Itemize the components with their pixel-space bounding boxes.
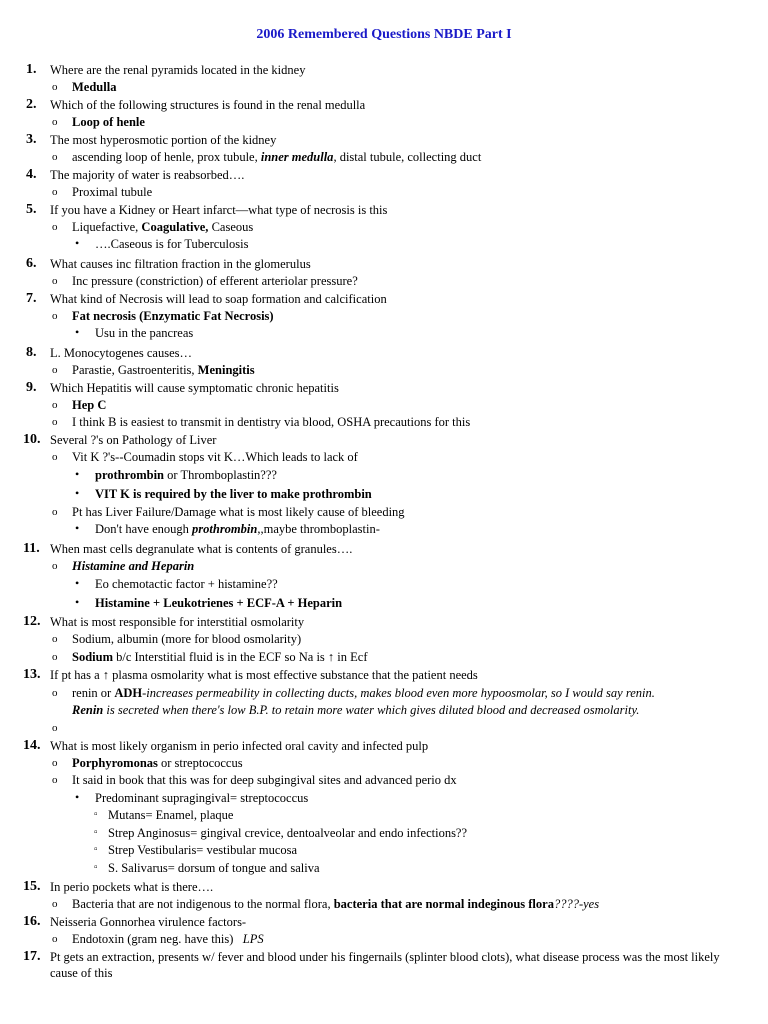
question-17: 17. Pt gets an extraction, presents w/ fever and blood under his fingernails (splinter blood clots), what disease process was the most likely cause of this — [23, 949, 720, 980]
answer: o Bacteria that are not indigenous to the normal flora, bacteria that are normal indeginous flora????-yes — [52, 897, 600, 911]
question-13: 13. If pt has a ↑ plasma osmolarity what is most effective substance that the patient needs — [23, 667, 478, 682]
question-1: 1. Where are the renal pyramids located in the kidney — [26, 62, 306, 77]
question-4: 4. The majority of water is reabsorbed…. — [26, 167, 245, 182]
document-title: 2006 Remembered Questions NBDE Part I — [256, 27, 512, 42]
answer-note: • ….Caseous is for Tuberculosis — [75, 236, 249, 251]
answer: o It said in book that this was for deep subgingival sites and advanced perio dx — [52, 773, 457, 787]
answer: o Porphyromonas or streptococcus — [52, 756, 243, 770]
answer-note: • Eo chemotactic factor + histamine?? — [75, 576, 278, 591]
question-3: 3. The most hyperosmotic portion of the kidney — [26, 132, 277, 147]
answer-subnote: ▫ Strep Anginosus= gingival crevice, dentoalveolar and endo infections?? — [94, 826, 468, 840]
answer-subnote: ▫ S. Salivarus= dorsum of tongue and saliva — [94, 861, 320, 875]
answer: o Hep C — [52, 398, 107, 412]
question-14: 14. What is most likely organism in perio infected oral cavity and infected pulp — [23, 738, 429, 753]
answer-subnote: ▫ Mutans= Enamel, plaque — [94, 808, 234, 822]
answer: o Sodium, albumin (more for blood osmolarity) — [52, 632, 302, 646]
answer: o Liquefactive, Coagulative, Caseous — [52, 220, 254, 234]
answer: o Inc pressure (constriction) of efferent arteriolar pressure? — [52, 274, 358, 288]
answer: o Sodium b/c Interstitial fluid is in the ECF so Na is ↑ in Ecf — [52, 650, 368, 664]
answer: o Proximal tubule — [52, 185, 153, 199]
question-12: 12. What is most responsible for interstitial osmolarity — [23, 614, 305, 629]
question-6: 6. What causes inc filtration fraction in the glomerulus — [26, 256, 311, 271]
answer: o Loop of henle — [52, 115, 145, 129]
answer-note: • VIT K is required by the liver to make prothrombin — [75, 486, 372, 501]
answer-note: • Usu in the pancreas — [75, 325, 194, 340]
question-10: 10. Several ?'s on Pathology of Liver — [23, 432, 217, 447]
answer-note: • Don't have enough prothrombin,,maybe thromboplastin- — [75, 521, 380, 536]
question-16: 16. Neisseria Gonnorhea virulence factors- — [23, 914, 247, 929]
answer-note: • Histamine + Leukotrienes + ECF-A + Heparin — [75, 595, 343, 610]
answer-note: • Predominant supragingival= streptococcus — [75, 790, 309, 805]
document-page: 2006 Remembered Questions NBDE Part I 1. Where are the renal pyramids located in the kidney o Medulla 2. Which of the following structures is found in the renal medulla o Loop of henle 3. The most hyperosmotic portion of the kidney o ascending loop of henle, prox tubule, inner medulla, distal tubule, collecting duct 4. The majority of water is reabsorbed…. o Proximal tubule 5. If you have a Kidney or Heart infarct—what type of necrosis is this o Liquefactive, Coagulative, Caseous • ….Caseous is for Tuberculosis 6. What causes inc filtration fraction in the glomerulus o Inc pressure (constriction) of efferent arteriolar pressure? 7. What kind of Necrosis will lead to soap formation and calcification o Fat necrosis (Enzymatic Fat Necrosis) • Usu in the pancreas 8. L. Monocytogenes causes… o Parastie, Gastroenteritis, Meningitis 9. Which Hepatitis will cause symptomatic chronic hepatitis o Hep C o I think B is easiest to transmit in dentistry via blood, OSHA precautions for this 10. Several ?'s on Pathology of Liver o Vit K ?'s--Coumadin stops vit K…Which leads to lack of • prothrombin or Thromboplastin??? • VIT K is required by the liver to make prothrombin o Pt has Liver Failure/Damage what is most likely cause of bleeding • Don't have enough prothrombin,,maybe thromboplastin- 11. When mast cells degranulate what is contents of granules…. o Histamine and Heparin • Eo chemotactic factor + histamine?? • Histamine + Leukotrienes + ECF-A + Heparin 12. What is most responsible for interstitial osmolarity o Sodium, albumin (more for blood osmolarity) o Sodium b/c Interstitial fluid is in the ECF so Na is ↑ in Ecf 13. If pt has a ↑ plasma osmolarity what is most effective substance that the patient needs o renin or ADH-increases permeability in collecting ducts, makes blood even more hypoosmolar, so I would say renin. Renin is secreted when there's low B.P. to retain more water which gives diluted blood and decreased osmolarity. o 14. What is most likely organism in perio infected oral cavity and infected pulp o Porphyromonas or streptococcus o It said in book that this was for deep subgingival sites and advanced perio dx • Predominant supragingival= streptococcus ▫ Mutans= Enamel, plaque ▫ Strep Anginosus= gingival crevice, dentoalveolar and endo infections?? ▫ Strep Vestibularis= vestibular mucosa ▫ S. Salivarus= dorsum of tongue and saliva 15. In perio pockets what is there…. o Bacteria that are not indigenous to the normal flora, bacteria that are normal indeginous flora????-yes 16. Neisseria Gonnorhea virulence factors- o Endotoxin (gram neg. have this) LPS 17. Pt gets an extraction, presents w/ fever and blood under his fingernails (splinter blood clots), what disease process was the most likely cause of this — [0, 0, 768, 1024]
answer: o Fat necrosis (Enzymatic Fat Necrosis) — [52, 309, 274, 323]
question-5: 5. If you have a Kidney or Heart infarct—what type of necrosis is this — [26, 202, 388, 217]
question-9: 9. Which Hepatitis will cause symptomatic chronic hepatitis — [26, 380, 339, 395]
answer: o I think B is easiest to transmit in dentistry via blood, OSHA precautions for this — [52, 415, 471, 429]
answer: o ascending loop of henle, prox tubule, inner medulla, distal tubule, collecting duct — [52, 150, 482, 164]
answer: o Pt has Liver Failure/Damage what is most likely cause of bleeding — [52, 505, 405, 519]
answer: o renin or ADH-increases permeability in collecting ducts, makes blood even more hypoosmolar, so I would say renin. — [52, 686, 655, 700]
answer-continued: Renin is secreted when there's low B.P. to retain more water which gives diluted blood and decreased osmolarity. — [72, 703, 640, 717]
answer: o Endotoxin (gram neg. have this) LPS — [52, 932, 264, 946]
answer: o Vit K ?'s--Coumadin stops vit K…Which leads to lack of — [52, 450, 358, 464]
answer-note: • prothrombin or Thromboplastin??? — [75, 467, 277, 482]
answer: o Histamine and Heparin — [52, 559, 195, 573]
answer: o Parastie, Gastroenteritis, Meningitis — [52, 363, 255, 377]
question-15: 15. In perio pockets what is there…. — [23, 879, 214, 894]
question-2: 2. Which of the following structures is found in the renal medulla — [26, 97, 366, 112]
question-8: 8. L. Monocytogenes causes… — [26, 345, 192, 360]
question-11: 11. When mast cells degranulate what is contents of granules…. — [23, 541, 353, 556]
answer-subnote: ▫ Strep Vestibularis= vestibular mucosa — [94, 843, 298, 857]
answer: o Medulla — [52, 80, 117, 94]
question-7: 7. What kind of Necrosis will lead to soap formation and calcification — [26, 291, 387, 306]
